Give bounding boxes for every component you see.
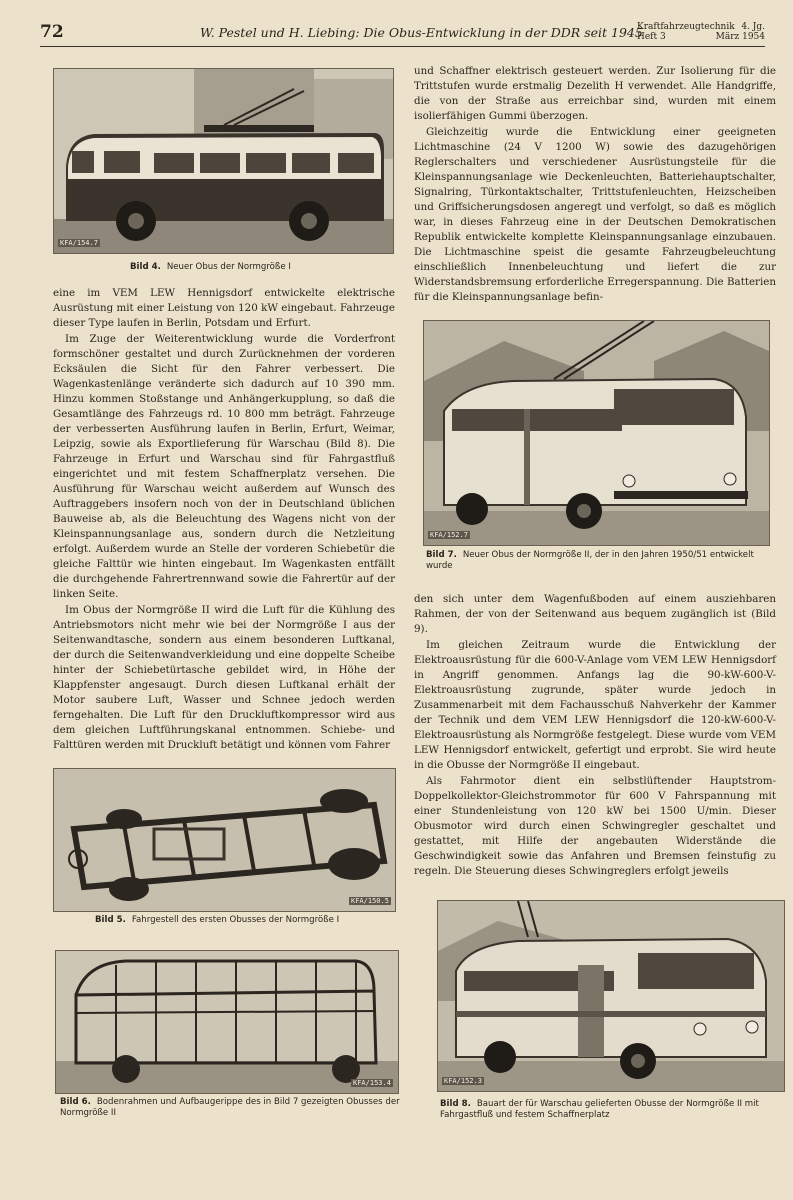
caption-label: Bild 4. [130,262,161,272]
image-code: KFA/154.7 [60,239,98,247]
paragraph: Im Obus der Normgröße II wird die Luft für die Kühlung des Antriebsmotors nicht mehr wie bei der Normgröße I aus der Seitenwandtasche, sondern aus einem besonderen Luftkanal, der durch die Seitenwandverkleidung und eine doppelte Scheibe hinter der Schiebetürtasche gebildet wird, in Höhe der Klappfenster angesaugt. Durch diesen Luftkanal erhält der Motor saubere Luft, Wasser und Schnee jedoch werden ferngehalten. Die Luft für den Druckluftkompressor wird aus dem gleichen Luftführungskanal entnommen. Schiebe- und Falttüren werden mit Druckluft betätigt und können vom Fahrer [53,604,395,751]
photo-normgroesse-2-bus [423,320,770,546]
image-code: KFA/152.7 [430,531,468,539]
chassis-illustration [54,769,395,911]
photo-frame-normgroesse-2 [55,950,399,1094]
bus-3-illustration [438,901,784,1091]
caption-text: Bauart der für Warschau gelieferten Obusse der Normgröße II mit Fahrgastfluß und festem Schaffnerplatz [440,1099,759,1120]
caption-label: Bild 8. [440,1099,471,1109]
photo-chassis-normgroesse-1 [53,768,396,912]
left-column-text [53,286,395,754]
caption-bild-5 [95,915,395,926]
caption-text: Neuer Obus der Normgröße II, der in den Jahren 1950/51 entwickelt wurde [426,550,754,571]
frame-illustration [56,951,398,1093]
caption-bild-8 [440,1099,785,1121]
paragraph: Im gleichen Zeitraum wurde die Entwicklung der Elektroausrüstung für die 600-V-Anlage vom VEM LEW Hennigsdorf in Angriff genommen. Anfangs lag die 90-kW-600-V-Elektroausrüstung zugrunde, später wurde jedoch in Zusammenarbeit mit dem Fachausschuß Nahverkehr der Kammer der Technik und dem VEM LEW Hennigsdorf die 120-kW-600-V-Elektroausrüstung als Normgröße festgelegt. Diese wurde vom VEM LEW Hennigsdorf entwickelt, gefertigt und erprobt. Sie wird heute in die Obusse der Normgröße II eingebaut. [414,639,776,771]
caption-label: Bild 7. [426,550,457,560]
caption-text: Fahrgestell des ersten Obusses der Normgröße I [131,915,340,925]
caption-label: Bild 6. [60,1097,91,1107]
running-title: W. Pestel und H. Liebing: Die Obus-Entwicklung in der DDR seit 1945 [200,25,643,40]
image-code: KFA/152.3 [444,1077,482,1085]
image-code: KFA/153.4 [353,1079,391,1087]
bus-2-illustration [424,321,769,545]
paragraph: Im Zuge der Weiterentwicklung wurde die Vorderfront formschöner gestaltet und durch Zurücknehmen der vorderen Ecksäulen die Sicht für den Fahrer verbessert. Die Wagenkastenlänge veränderte sich dadurch auf 10 390 mm. Hinzu kommen Stoßstange und Anhängerkupplung, so daß die Gesamtlänge des Fahrzeugs rd. 10 800 mm beträgt. Fahrzeuge der verbesserten Ausführung laufen in Berlin, Erfurt, Weimar, Leipzig, sowie als Exportlieferung für Warschau (Bild 8). Die Fahrzeuge in Erfurt und Warschau sind für Fahrgastfluß eingerichtet und mit festem Schaffnerplatz versehen. Die Ausführung für Warschau weicht außerdem auf Wunsch des Auftraggebers insofern noch von der in Deutschland üblichen Bauweise ab, als die Beleuchtung des Wagens nicht von der Kleinspannungsanlage aus, sondern durch die Netzleitung erfolgt. Außerdem wurde an Stelle der vorderen Schiebetür die gleiche Falttür wie hinten eingebaut. Im Wagenkasten entfällt die durchgehende Fahrertrennwand sowie die Fahrertür auf der linken Seite. [53,333,395,600]
bus-1-illustration [54,69,393,253]
paragraph: eine im VEM LEW Hennigsdorf entwickelte elektrische Ausrüstung mit einer Leistung von 120 kW eingebaut. Fahrzeuge dieser Type laufen in Berlin, Potsdam und Erfurt. [53,287,395,329]
paragraph: und Schaffner elektrisch gesteuert werden. Zur Isolierung für die Trittstufen wurde erstmalig Dezelith H verwendet. Alle Handgriffe, die von der Straße aus erreichbar sind, wurden mit einem isolierfähigen Gummi überzogen. [414,65,776,122]
caption-text: Bodenrahmen und Aufbaugerippe des in Bild 7 gezeigten Obusses der Normgröße II [60,1097,400,1118]
caption-text: Neuer Obus der Normgröße I [166,262,291,272]
journal-issue: Heft 3 [637,32,666,42]
right-column-text-top [414,64,776,306]
caption-bild-4 [130,262,400,273]
paragraph: Gleichzeitig wurde die Entwicklung einer geeigneten Lichtmaschine (24 V 1200 W) sowie des dazugehörigen Reglerschalters und verschiedener Ausrüstungsteile für die Kleinspannungsanlage wie Deckenleuchten, Batteriehauptschalter, Signalring, Türkontaktschalter, Trittstufenleuchten, Heizscheiben und Griffsicherungsdosen angeregt und verfolgt, so daß es möglich war, in dieses Fahrzeug eine in der Deutschen Demokratischen Republik entwickelte komplette Kleinspannungsanlage einzubauen. Die Lichtmaschine speist die gesamte Fahrzeugbeleuchtung einschließlich Innenbeleuchtung und liefert die zur Widerstandsbremsung erforderliche Erregerspannung. Die Batterien für die Kleinspannungsanlage befin- [414,126,776,303]
right-column-text-bottom [414,592,776,880]
journal-date: März 1954 [715,32,765,42]
page-number: 72 [40,22,64,42]
photo-warschau-bus [437,900,785,1092]
journal-name: Kraftfahrzeugtechnik [637,22,735,32]
caption-bild-6 [60,1097,405,1119]
caption-bild-7 [426,550,771,572]
paragraph: Als Fahrmotor dient ein selbstlüftender Hauptstrom-Doppelkollektor-Gleichstrommotor für 600 V Fahrspannung mit einer Stundenleistung von 120 kW bei 1500 U/min. Dieser Obusmotor wird durch einen Schwingregler geschaltet und gestattet, mit Hilfe der angebauten Widerstände die Geschwindigkeit sowie das Anfahren und Bremsen feinstufig zu regeln. Die Steuerung dieses Schwingreglers erfolgt jeweils [414,775,776,877]
page-header [40,22,765,47]
paragraph: den sich unter dem Wagenfußboden auf einem ausziehbaren Rahmen, der von der Seitenwand aus bequem zugänglich ist (Bild 9). [414,593,776,635]
caption-label: Bild 5. [95,915,126,925]
photo-normgroesse-1-bus [53,68,394,254]
image-code: KFA/150.5 [351,897,389,905]
journal-info [637,22,765,42]
journal-volume: 4. Jg. [741,22,765,32]
